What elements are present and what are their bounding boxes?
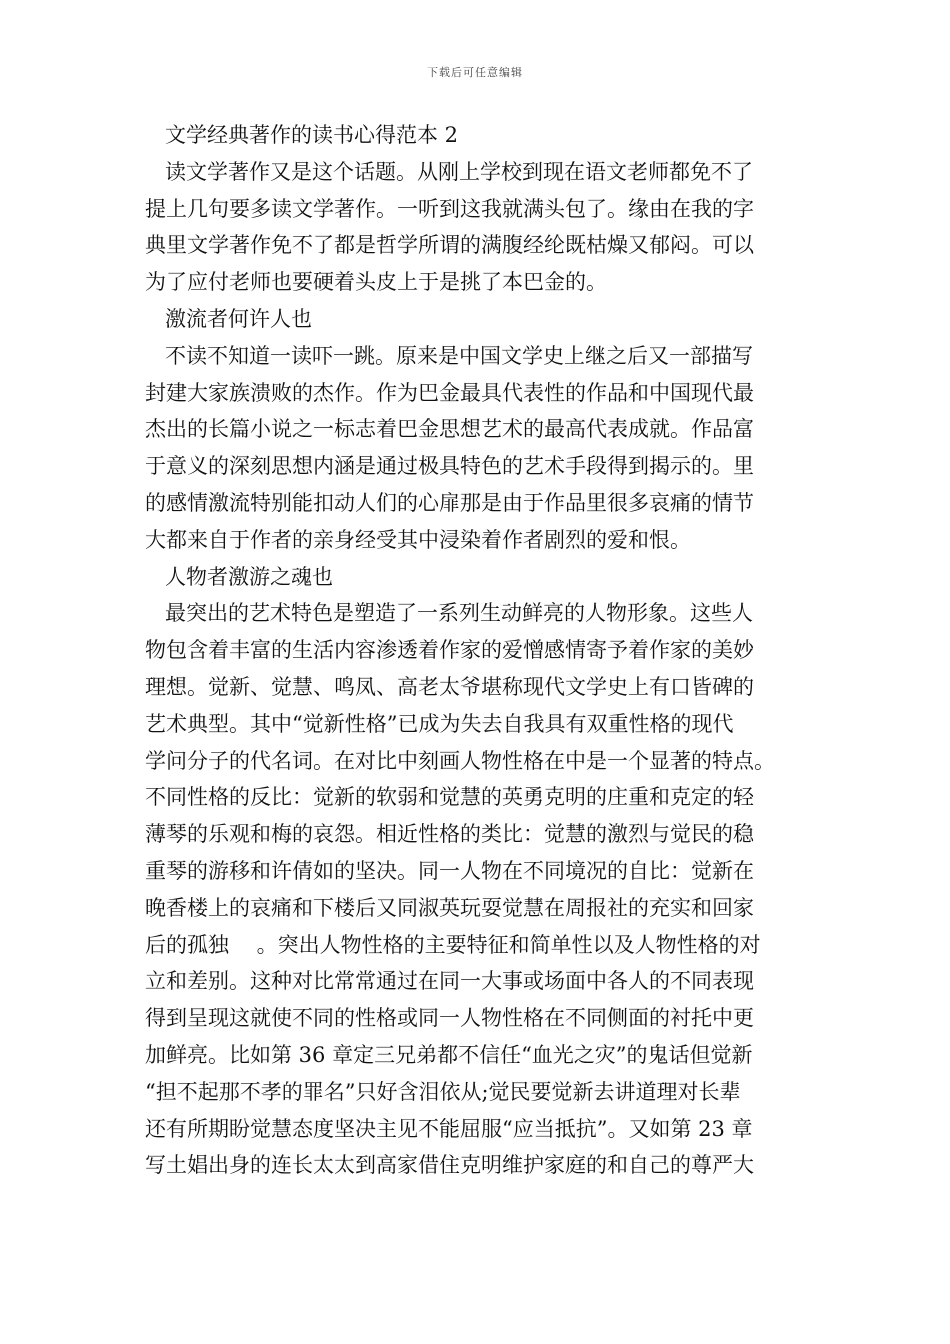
paragraph-line: 加鲜亮。比如第 36 章定三兄弟都不信任“血光之灾”的鬼话但觉新 [145,1042,753,1067]
paragraph-line: 的感情激流特别能扣动人们的心扉那是由于作品里很多哀痛的情节 [145,490,754,515]
paragraph-line: 立和差别。这种对比常常通过在同一大事或场面中各人的不同表现 [145,969,754,994]
paragraph-line: 学问分子的代名词。在对比中刻画人物性格在中是一个显著的特点。 [145,748,775,773]
paragraph-line: 为了应付老师也要硬着头皮上于是挑了本巴金的。 [145,270,607,295]
paragraph-line: 还有所期盼觉慧态度坚决主见不能屈服“应当抵抗”。又如第 23 章 [145,1116,753,1141]
page-header: 下载后可任意编辑 [427,66,523,79]
paragraph-line: 薄琴的乐观和梅的哀怨。相近性格的类比：觉慧的激烈与觉民的稳 [145,822,754,847]
paragraph-line: 得到呈现这就使不同的性格或同一人物性格在不同侧面的衬托中更 [145,1006,754,1031]
subheading: 激流者何许人也 [165,306,312,331]
paragraph-line: 物包含着丰富的生活内容渗透着作家的爱憎感情寄予着作家的美妙 [145,638,754,663]
paragraph-line: 晚香楼上的哀痛和下楼后又同淑英玩耍觉慧在周报社的充实和回家 [145,895,754,920]
paragraph-line: 理想。觉新、觉慧、鸣凤、高老太爷堪称现代文学史上有口皆碑的 [145,674,754,699]
paragraph-line: 提上几句要多读文学著作。一听到这我就满头包了。缘由在我的字 [145,196,754,221]
paragraph-line: 最突出的艺术特色是塑造了一系列生动鲜亮的人物形象。这些人 [165,601,753,626]
paragraph-line: 不读不知道一读吓一跳。原来是中国文学史上继之后又一部描写 [165,343,753,368]
document-body [145,117,807,1184]
section-title: 文学经典著作的读书心得范本 2 [165,123,459,147]
paragraph-line: 写土娼出身的连长太太到高家借住克明维护家庭的和自己的尊严大 [145,1153,754,1178]
paragraph-line: 重琴的游移和许倩如的坚决。同一人物在不同境况的自比：觉新在 [145,858,754,883]
subheading: 人物者激游之魂也 [165,564,333,589]
paragraph-line: 不同性格的反比：觉新的软弱和觉慧的英勇克明的庄重和克定的轻 [145,785,754,810]
paragraph-line: 于意义的深刻思想内涵是通过极具特色的艺术手段得到揭示的。里 [145,454,754,479]
paragraph-line: “担不起那不孝的罪名”只好含泪依从;觉民要觉新去讲道理对长辈 [145,1079,741,1104]
paragraph-line: 封建大家族溃败的杰作。作为巴金最具代表性的作品和中国现代最 [145,380,754,405]
paragraph-line: 后的孤独 。突出人物性格的主要特征和简单性以及人物性格的对 [145,932,761,957]
paragraph-line: 艺术典型。其中“觉新性格”已成为失去自我具有双重性格的现代 [145,711,734,736]
paragraph-line: 杰出的长篇小说之一标志着巴金思想艺术的最高代表成就。作品富 [145,417,754,442]
paragraph-line: 典里文学著作免不了都是哲学所谓的满腹经纶既枯燥又郁闷。可以 [145,233,754,258]
paragraph-line: 读文学著作又是这个话题。从刚上学校到现在语文老师都免不了 [165,159,753,184]
paragraph-line: 大都来自于作者的亲身经受其中浸染着作者剧烈的爱和恨。 [145,527,691,552]
